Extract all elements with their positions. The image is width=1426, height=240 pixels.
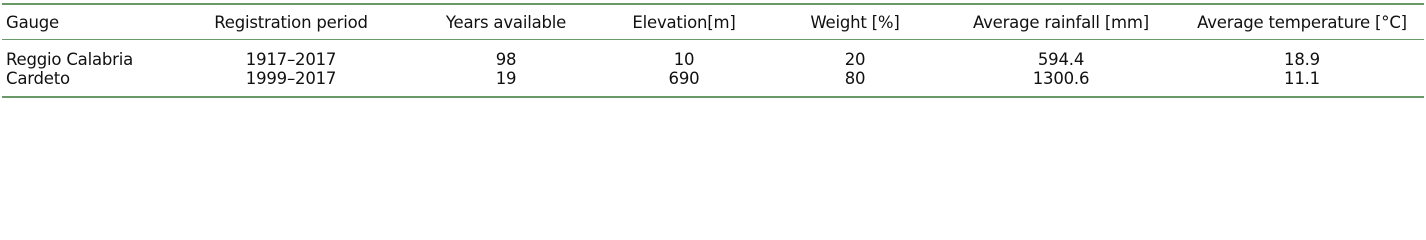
header-registration-period: Registration period: [214, 12, 368, 32]
table-row: [2, 69, 1424, 93]
cell-average-temperature: 11.1: [1284, 69, 1320, 88]
data-table: [2, 0, 1424, 100]
cell-gauge: Cardeto: [6, 69, 70, 88]
cell-registration-period: 1917–2017: [245, 50, 337, 69]
cell-weight: 20: [844, 50, 866, 69]
cell-gauge: Reggio Calabria: [6, 50, 134, 69]
table-row: [2, 39, 1424, 69]
table-header-row: [2, 5, 1424, 39]
cell-average-temperature: 18.9: [1284, 50, 1320, 69]
header-years-available: Years available: [445, 12, 567, 32]
cell-elevation: 690: [668, 69, 700, 88]
cell-weight: 80: [844, 69, 866, 88]
header-average-rainfall: Average rainfall [mm]: [972, 12, 1150, 32]
cell-years-available: 19: [495, 69, 517, 88]
cell-years-available: 98: [495, 50, 517, 69]
gauge-table: [2, 5, 1424, 93]
header-gauge: Gauge: [6, 12, 59, 32]
table-bottom-rule: [2, 96, 1424, 98]
header-elevation: Elevation[m]: [632, 12, 736, 32]
cell-average-rainfall: 594.4: [1037, 50, 1085, 69]
cell-registration-period: 1999–2017: [245, 69, 337, 88]
header-average-temperature: Average temperature [°C]: [1197, 12, 1407, 32]
cell-average-rainfall: 1300.6: [1032, 69, 1090, 88]
cell-elevation: 10: [673, 50, 695, 69]
header-weight: Weight [%]: [810, 12, 900, 32]
